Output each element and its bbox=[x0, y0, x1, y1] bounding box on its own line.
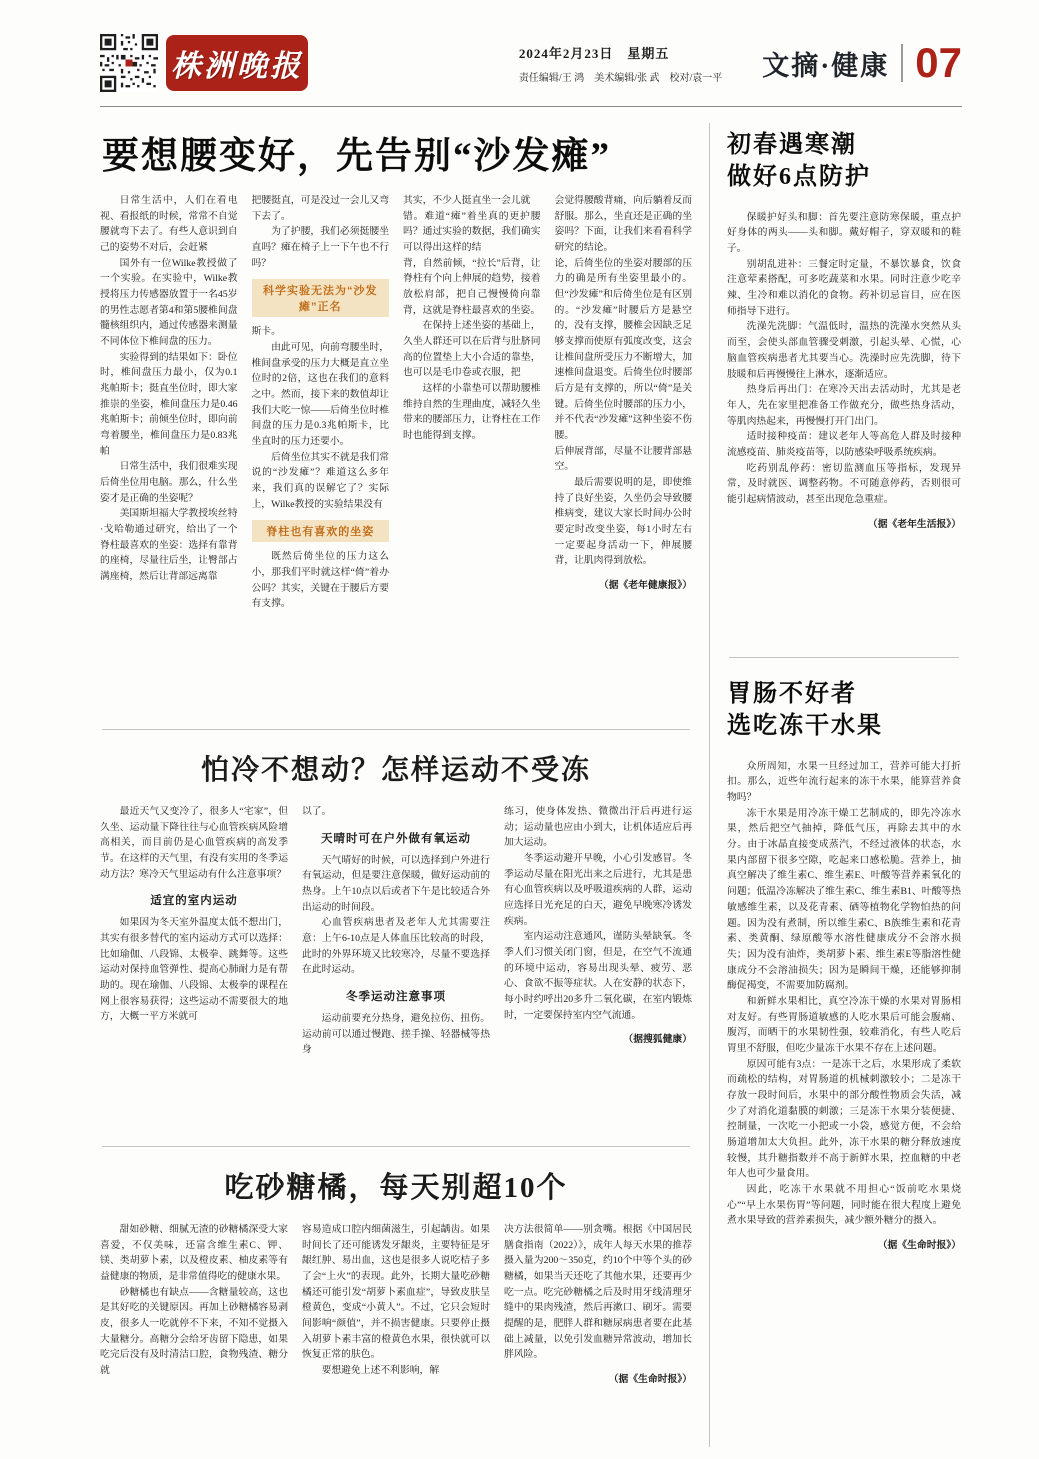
paragraph: 热身后再出门：在寒冷天出去活动时，尤其是老年人，先在家里把准备工作做充分，做些热身活动，等肌肉热起来，再慢慢打开门出门。 bbox=[727, 384, 961, 427]
article-column bbox=[100, 804, 288, 1132]
headline-line: 胃肠不好者 bbox=[727, 681, 857, 707]
article-column bbox=[555, 193, 693, 719]
section-rule bbox=[102, 1146, 690, 1147]
paragraph: 保暖护好头和脚：首先要注意防寒保暖，重点护好身体的两头——头和脚。戴好帽子，穿双暖和的鞋子。 bbox=[727, 211, 961, 255]
article-column bbox=[252, 193, 390, 719]
article-column bbox=[504, 1222, 692, 1447]
article-body bbox=[100, 804, 692, 1132]
paragraph: 论，后倚坐位的坐姿对腰部的压力的确是所有坐姿里最小的。但“沙发瘫”和后倚坐位是有区别的。“沙发瘫”时腰后方是悬空的，没有支撑，腰椎会因缺乏足够支撑而使原有弧度改变，这会让椎间盘所受压力不断增大，加速椎间盘退变。后倚坐位时腰部后方是有支撑的，所以“倚”是关键。后倚坐位时腰部的压力小，并不代表“沙发瘫”这种坐姿不伤腰。 bbox=[554, 257, 692, 442]
paragraph: 吃药别乱停药：密切监测血压等指标，发现异常，及时就医、调整药物。不可随意停药，否则很可能引起病情波动，甚至出现危急重症。 bbox=[727, 462, 961, 505]
paragraph: 背，自然前倾，“拉长”后背，让脊柱有个向上伸展的趋势，接着放松肩部，把自己慢慢倚向靠背，这就是脊柱最喜欢的坐姿。 bbox=[403, 257, 541, 316]
paragraph: 这样的小靠垫可以帮助腰椎维持自然的生理曲度，减轻久坐带来的腰部压力，让脊柱在工作时也能得到支撑。 bbox=[403, 383, 541, 442]
source-attribution: （据《生命时报》） bbox=[608, 1374, 692, 1386]
source-attribution: （据《老年生活报》） bbox=[867, 518, 961, 530]
paragraph: 室内运动注意通风，谨防头晕缺氧。冬季人们习惯关闭门窗，但是，在空气不流通的环境中运动，容易出现头晕、疲劳、恶心、食欲不振等症状。人在安静的状态下，每小时约呼出20多升二氧化碳，在室内锻炼时，一定要保持室内空气流通。 bbox=[504, 931, 692, 1021]
paragraph: 日常生活中，人们在看电视、看报纸的时候，常常不自觉腰就弯下去了。有些人意识到自己的姿势不对后，会赶紧 bbox=[100, 195, 238, 254]
paragraph: 在保持上述坐姿的基础上，久坐人群还可以在后背与肚脐同高的位置垫上大小合适的靠垫，也可以是毛巾卷或衣服，把 bbox=[403, 320, 541, 379]
editors-line: 责任编辑/王 鸿 美术编辑/张 武 校对/袁一平 bbox=[518, 72, 723, 84]
article-headline: 吃砂糖橘，每天别超10个 bbox=[224, 1172, 568, 1204]
paragraph: 最后需要说明的是，即使维持了良好坐姿，久坐仍会导致腰椎病变，建议大家长时间办公时要定时改变坐姿，每1小时左右一定要起身活动一下，伸展腰背，让肌肉得到放松。 bbox=[554, 477, 692, 567]
paragraph: 后倚坐位其实不就是我们常说的“沙发瘫”？难道这么多年来，我们真的误解它了？实际上，Wilke教授的实验结果没有 bbox=[251, 451, 389, 510]
section-divider bbox=[901, 44, 903, 82]
article-column bbox=[403, 193, 541, 719]
paragraph: 心血管疾病患者及老年人尤其需要注意：上午6-10点是人体血压比较高的时段，此时的外界环境又比较寒冷，尽量不要选择在此时运动。 bbox=[302, 917, 490, 976]
paragraph: 实验得到的结果如下：卧位时，椎间盘压力最小，仅为0.1兆帕斯卡；挺直坐位时，即大家推崇的坐姿，椎间盘压力是0.46兆帕斯卡；前倾坐位时，即向前弯着腰坐，椎间盘压力是0.83兆帕 bbox=[100, 351, 238, 457]
section-rule bbox=[102, 729, 690, 730]
paragraph: 错。难道“瘫”着坐真的更护腰吗？通过实验的数据，我们确实可以得出这样的结 bbox=[403, 210, 541, 254]
paragraph: 练习，使身体发热、微微出汗后再进行运动；运动量也应由小到大，让机体适应后再加大运动。 bbox=[504, 806, 692, 849]
section-rule bbox=[729, 657, 959, 658]
paragraph: 如果因为冬天室外温度太低不想出门，其实有很多替代的室内运动方式可以选择：比如瑜伽、八段锦、太极拳、跳舞等。这些运动对保持血管弹性、提高心肺耐力是有帮助的。现在瑜伽、八段锦、太极拳的课程在网上很容易获得；这些运动不需要很大的地方，大概一平方米就可 bbox=[100, 917, 288, 1023]
paragraph: 既然后倚坐位的压力这么小，那我们平时就这样“倚”着办公吗？其实，关键在于腰后方要有支撑。 bbox=[251, 551, 389, 610]
paragraph: 洗澡先洗脚：气温低时，温热的洗澡水突然从头而至，会使头部血管骤受刺激，引起头晕、心慌，心脑血管疾病患者尤其要当心。洗澡时应先洗脚，待下肢暖和后再慢慢往上淋水，逐渐适应。 bbox=[727, 321, 961, 380]
paragraph: 决方法很简单——别贪嘴。根据《中国居民膳食指南（2022）》，成年人每天水果的推荐摄入量为200～350克，约10个中等个头的砂糖橘，如果当天还吃了其他水果，还要再少吃一点。吃完砂糖橘之后及时用牙线清理牙缝中的果肉残渣，然后再漱口、刷牙。需要提醒的是，肥胖人群和糖尿病患者要在此基础上减量，以免引发血糖异常波动，增加长胖风险。 bbox=[504, 1224, 692, 1361]
qr-code-image bbox=[100, 34, 158, 92]
paragraph: 最近天气又变冷了，很多人“宅家”，但久坐、运动量下降往往与心血管疾病风险增高相关，而目前仍是心血管疾病的高发季节。在这样的天气里，有没有实用的冬季运动方法？寒冷天气里运动有什么注意事项？ bbox=[100, 806, 288, 880]
article-sofa-slouch bbox=[100, 119, 692, 719]
page-header bbox=[100, 28, 962, 98]
article-body bbox=[727, 759, 961, 1251]
article-winter-exercise bbox=[100, 740, 692, 1136]
article-column bbox=[100, 193, 238, 719]
paragraph: 运动前要充分热身，避免拉伤、扭伤。运动前可以通过慢跑、搓手操、轻器械等热身 bbox=[302, 1013, 490, 1056]
sidebar-column bbox=[727, 119, 961, 1447]
main-column bbox=[100, 119, 692, 1447]
paragraph: 美国斯坦福大学教授埃丝特·戈哈勒通过研究，给出了一个脊柱最喜欢的坐姿：选择有靠背的座椅，尽量往后坐，让臀部占满座椅，然后让背部远离靠 bbox=[100, 508, 238, 583]
article-column bbox=[504, 804, 692, 1132]
section-subhead: 天晴时可在户外做有氧运动 bbox=[321, 832, 471, 845]
paragraph: 砂糖橘也有缺点——含糖量较高，这也是其好吃的关键原因。再加上砂糖橘容易剥皮，很多人一吃就停不下来，不知不觉摄入大量糖分。高糖分会给牙齿留下隐患，如果吃完后没有及时清洁口腔，食物残渣、糖分就 bbox=[100, 1286, 288, 1377]
paragraph: 把腰挺直，可是没过一会儿又弯下去了。 bbox=[251, 195, 389, 222]
publication-date: 2024年2月23日 星期五 bbox=[518, 45, 670, 61]
paragraph: 后伸展背部，尽量不让腰背部悬空。 bbox=[554, 445, 692, 473]
paragraph: 原因可能有3点：一是冻干之后，水果形成了柔软而疏松的结构，对胃肠道的机械刺激较小；二是冻干存放一段时间后，水果中的部分酸性物质会失活，减少了对消化道黏膜的刺激；三是冻干水果分装便捷、控制量，一次吃一小把或一小袋，感觉方便，不会给肠道增加太大负担。此外，冻干水果的糖分释放速度较慢，其升糖指数并不高于新鲜水果，控血糖的中老年人也可少量食用。 bbox=[727, 1058, 961, 1180]
article-headline: 要想腰变好，先告别“沙发瘫” bbox=[102, 136, 611, 177]
article-sugar-orange bbox=[100, 1157, 692, 1447]
source-attribution: （据《老年健康报》） bbox=[598, 580, 692, 592]
column-divider bbox=[709, 123, 710, 1447]
paragraph: 天气晴好的时候，可以选择到户外进行有氧运动，但是要注意保暖，做好运动前的热身。上午10点以后或者下午是比较适合外出运动的时间段。 bbox=[302, 854, 490, 913]
headline-line: 初春遇寒潮 bbox=[727, 132, 857, 158]
headline-line: 选吃冻干水果 bbox=[727, 713, 883, 740]
paragraph: 众所周知，水果一旦经过加工，营养可能大打折扣。那么，近些年流行起来的冻干水果，能算营养食物吗？ bbox=[727, 760, 961, 804]
page-content bbox=[100, 119, 962, 1447]
page-number: 07 bbox=[915, 39, 962, 86]
source-attribution: （据搜狐健康） bbox=[623, 1034, 692, 1046]
article-headline bbox=[727, 678, 961, 743]
paragraph: 要想避免上述不利影响，解 bbox=[321, 1365, 440, 1377]
paragraph: 冻干水果是用冷冻干燥工艺制成的，即先冷冻水果，然后把空气抽掉，降低气压，再除去其中的水分。由于冰晶直接变成蒸汽，不经过液体的状态，水果内部留下很多空隙，吃起来口感松脆。营养上，抽真空解决了维生素C、维生素E、叶酸等营养素氧化的问题；低温冷冻解决了维生素C、维生素B1、叶酸等热敏感维生素，以及花青素、硒等植物化学物怕热的问题。因为没有煮制，所以维生素C、B族维生素和花青素、类黄酮、绿原酸等水溶性健康成分不会溶水损失；因为没有油炸，类胡萝卜素、维生素E等脂溶性健康成分不会溶油损失；因为是瞬间干燥，还能够抑制酶促褐变，不需要加防腐剂。 bbox=[727, 807, 961, 992]
paragraph: 和新鲜水果相比，真空冷冻干燥的水果对胃肠相对友好。有些胃肠道敏感的人吃水果后可能会腹痛、腹泻，而晒干的水果韧性强，较难消化，有些人吃后胃里不舒服，但吃少量冻干水果不存在上述问题。 bbox=[727, 995, 961, 1054]
paragraph: 别胡乱进补：三餐定时定量，不暴饮暴食，饮食注意荤素搭配，可多吃蔬菜和水果。同时注意少吃辛辣、生冷和难以消化的食物。药补切忌盲目，应在医师指导下进行。 bbox=[727, 258, 961, 317]
paragraph: 甜如砂糖、细腻无渣的砂糖橘深受大家喜爱，不仅美味，还富含维生素C、钾、镁、类胡萝卜素，以及橙皮素、柚皮素等有益健康的物质，是非常值得吃的健康水果。 bbox=[100, 1224, 288, 1283]
paragraph: 其实，不少人挺直坐一会儿就 bbox=[403, 195, 531, 206]
section-subhead: 脊柱也有喜欢的坐姿 bbox=[252, 520, 390, 542]
article-headline bbox=[727, 129, 961, 194]
article-body bbox=[100, 193, 692, 719]
source-attribution: （据《生命时报》） bbox=[877, 1239, 961, 1251]
paragraph: 因此，吃冻干水果就不用担心“饭前吃水果烧心”“早上水果伤胃”等问题，同时能在很大程度上避免煮水果导致的营养素损失，减少额外糖分的摄入。 bbox=[727, 1183, 961, 1227]
paragraph: 为了护腰，我们必须挺腰坐直吗？瘫在椅子上一下午也不行吗？ bbox=[251, 226, 389, 269]
paragraph: 会觉得腰酸背痛，向后躺着反而舒服。那么，坐直还是正确的坐姿吗？下面，让我们来看看科学研究的结论。 bbox=[554, 195, 692, 254]
article-column bbox=[302, 804, 490, 1132]
newspaper-logo bbox=[166, 35, 308, 91]
article-body bbox=[100, 1222, 692, 1447]
page-inner bbox=[100, 28, 962, 1459]
article-body bbox=[727, 210, 961, 530]
header-rule bbox=[100, 106, 962, 107]
article-cold-wave bbox=[727, 119, 961, 647]
paragraph: 适时接种疫苗：建议老年人等高危人群及时接种流感疫苗、肺炎疫苗等，以防感染呼吸系统疾病。 bbox=[727, 431, 961, 458]
paragraph: 斯卡。 bbox=[251, 326, 281, 338]
qr-code bbox=[100, 34, 158, 92]
section-title: 文摘·健康 bbox=[762, 50, 890, 81]
section-subhead: 科学实验无法为“沙发瘫”正名 bbox=[252, 279, 390, 317]
newspaper-logo-text: 株洲晚报 bbox=[171, 50, 303, 83]
section-header bbox=[762, 39, 962, 86]
paragraph: 国外有一位Wilke教授做了一个实验。在实验中，Wilke教授将压力传感器放置于一名45岁的男性志愿者第4和第5腰椎间盘髓核组织内，通过传感器来测量不同体位下椎间盘的压力。 bbox=[100, 257, 238, 348]
article-column bbox=[100, 1222, 288, 1447]
paragraph: 容易造成口腔内细菌滋生，引起龋齿。如果时间长了还可能诱发牙龈炎，主要特征是牙龈红肿、易出血，这也是很多人说吃桔子多了会“上火”的表现。此外，长期大量吃砂糖橘还可能引发“胡萝卜素血症”，导致皮肤呈橙黄色，变成“小黄人”。不过，它只会短时间影响“颜值”，并不损害健康。只要停止摄入胡萝卜素丰富的橙黄色水果，很快就可以恢复正常的肤色。 bbox=[302, 1224, 490, 1361]
paragraph: 日常生活中，我们很难实现后倚坐位用电脑。那么，什么坐姿才是正确的坐姿呢？ bbox=[100, 461, 238, 504]
publication-info bbox=[519, 43, 722, 84]
article-headline: 怕冷不想动？怎样运动不受冻 bbox=[200, 755, 591, 786]
paragraph: 由此可见，向前弯腰坐时，椎间盘承受的压力大概是直立坐位时的2倍，这也在我们的意料之中。然而，接下来的数值却让我们大吃一惊——后倚坐位时椎间盘的压力是0.3兆帕斯卡，比坐直时的压力还要小。 bbox=[251, 342, 389, 448]
section-subhead: 冬季运动注意事项 bbox=[346, 991, 446, 1004]
article-column bbox=[302, 1222, 490, 1447]
article-freeze-dried-fruit bbox=[727, 668, 961, 1416]
paragraph: 冬季运动避开早晚，小心引发感冒。冬季运动尽量在阳光出来之后进行，尤其是患有心血管疾病以及呼吸道疾病的人群，运动应选择日光充足的白天，避免早晚寒冷诱发疾病。 bbox=[504, 853, 692, 927]
headline-line: 做好6点防护 bbox=[727, 164, 871, 191]
section-subhead: 适宜的室内运动 bbox=[150, 895, 238, 908]
paragraph: 以了。 bbox=[302, 806, 332, 817]
